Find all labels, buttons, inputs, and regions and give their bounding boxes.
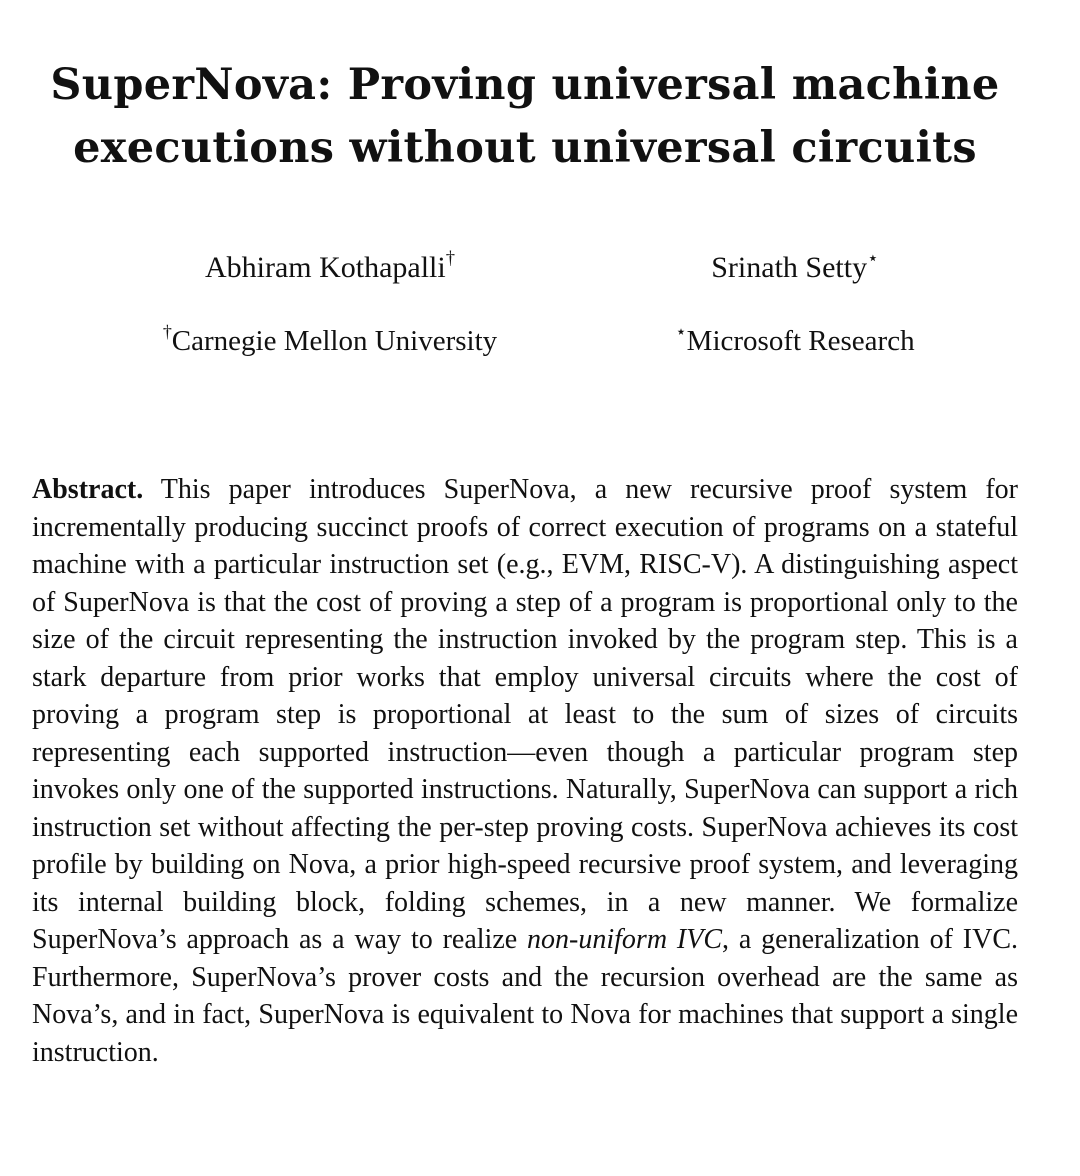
author-name-text: Srinath Setty	[711, 251, 868, 284]
author-mark: †	[445, 247, 456, 269]
affiliation-mark: ⋆	[675, 321, 687, 342]
author-name	[560, 248, 1030, 288]
author-kothapalli	[100, 248, 560, 361]
abstract-text-part-2: , a generalization of IVC. Furthermore, SuperNova’s prover costs and the recursion overhead are the same as Nova’s, and in fact, SuperNova is equivalent to Nova for machines that support a single instruction.	[32, 924, 1019, 1068]
paper-title	[0, 54, 1050, 180]
author-mark: ⋆	[867, 247, 879, 269]
author-setty	[560, 248, 1030, 361]
author-block	[0, 248, 1080, 368]
paper-title-line-1: SuperNova: Proving universal machine	[50, 60, 1000, 110]
abstract-italic-term: non-uniform IVC	[527, 924, 723, 955]
paper-title-line-2: executions without universal circuits	[73, 123, 977, 173]
abstract-label: Abstract.	[32, 474, 144, 505]
author-name	[100, 248, 560, 288]
abstract-paragraph	[32, 471, 1018, 1071]
author-affiliation	[560, 321, 1030, 361]
abstract-text-part-1: This paper introduces SuperNova, a new recursive proof system for incrementally producing succinct proofs of correct execution of programs on a stateful machine with a particular instruction set (e.g., EVM, RISC-V). A distinguishing aspect of SuperNova is that the cost of proving a step of a program is proportional only to the size of the circuit representing the instruction invoked by the program step. This is a stark departure from prior works that employ universal circuits where the cost of proving a program step is proportional at least to the sum of sizes of circuits representing each supported instruction—even though a particular program step invokes only one of the supported instructions. Naturally, SuperNova can support a rich instruction set without affecting the per-step proving costs. SuperNova achieves its cost profile by building on Nova, a prior high-speed recursive proof system, and leveraging its internal building block, folding schemes, in a new manner. We formalize SuperNova’s approach as a way to realize	[32, 474, 1018, 955]
author-name-text: Abhiram Kothapalli	[204, 251, 446, 284]
affiliation-mark: †	[162, 321, 172, 342]
affiliation-text: Microsoft Research	[686, 325, 915, 357]
affiliation-text: Carnegie Mellon University	[171, 325, 498, 357]
author-affiliation	[100, 321, 560, 361]
